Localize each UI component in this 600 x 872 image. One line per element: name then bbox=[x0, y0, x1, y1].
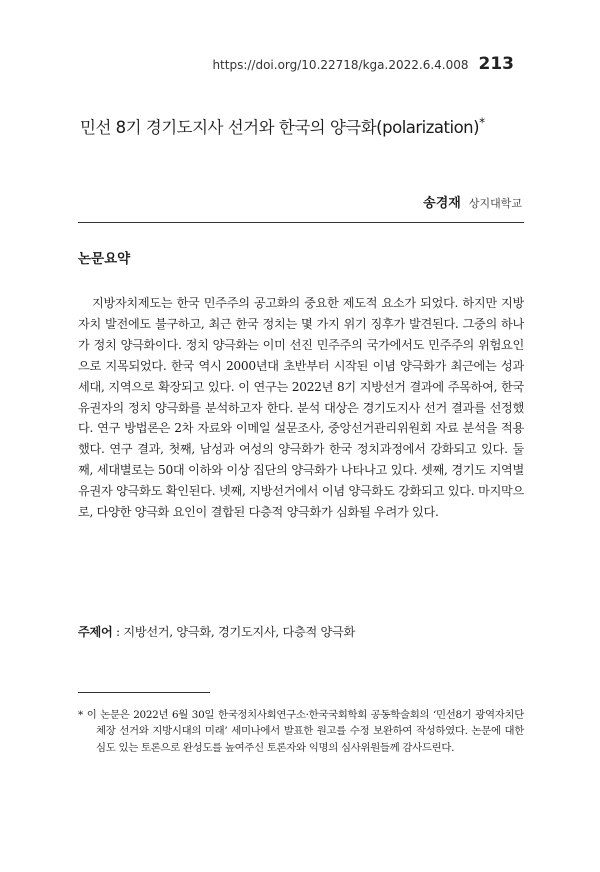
title-divider bbox=[78, 222, 524, 223]
keywords-separator: : bbox=[112, 625, 124, 639]
footnote bbox=[78, 707, 524, 756]
keywords-label: 주제어 bbox=[78, 625, 113, 639]
author-block bbox=[423, 192, 522, 211]
abstract-body: 지방자치제도는 한국 민주주의 공고화의 중요한 제도적 요소가 되었다. 하지만 지방자치 발전에도 불구하고, 최근 한국 정치는 몇 가지 위기 징후가 발견된다. 그중의 하나가 정치 양극화이다. 정치 양극화는 이미 선진 민주주의 국가에서도 민주주의 위험요인으로 지목되었다. 한국 역시 2000년대 초반부터 시작된 이념 양극화가 최근에는 성과 세대, 지역으로 확장되고 있다. 이 연구는 2022년 8기 지방선거 결과에 주목하여, 한국 유권자의 정치 양극화를 분석하고자 한다. 분석 대상은 경기도지사 선거 결과를 선정했다. 연구 방법론은 2차 자료와 이메일 설문조사, 중앙선거관리위원회 자료 분석을 적용했다. 연구 결과, 첫째, 남성과 여성의 양극화가 한국 정치과정에서 강화되고 있다. 둘째, 세대별로는 50대 이하와 이상 집단의 양극화가 나타나고 있다. 셋째, 경기도 지역별 유권자 양극화도 확인된다. 넷째, 지방선거에서 이념 양극화도 강화되고 있다. 마지막으로, 다양한 양극화 요인이 결합된 다층적 양극화가 심화될 우려가 있다. bbox=[78, 296, 524, 520]
keywords-text: 지방선거, 양극화, 경기도지사, 다층적 양극화 bbox=[123, 625, 355, 639]
paper-title bbox=[80, 114, 540, 138]
footnote-text: 이 논문은 2022년 6월 30일 한국정치사회연구소·한국국회학회 공동학술회의 ‘민선8기 광역자치단체장 선거와 지방시대의 미래’ 세미나에서 발표한 원고를 수정 보완하여 작성하였다. 논문에 대한 심도 있는 토론으로 완성도를 높여주신 토론자와 익명의 심사위원들께 감사드린다. bbox=[86, 709, 524, 754]
paper-title-text: 민선 8기 경기도지사 선거와 한국의 양극화(polarization) bbox=[80, 118, 480, 137]
keywords-line bbox=[78, 623, 524, 640]
abstract-heading: 논문요약 bbox=[78, 251, 131, 267]
author-name: 송경재 bbox=[423, 196, 461, 211]
footnote-divider bbox=[78, 692, 210, 693]
doi-link[interactable]: https://doi.org/10.22718/kga.2022.6.4.008 bbox=[212, 58, 469, 72]
page-number: 213 bbox=[478, 54, 514, 74]
author-affiliation: 상지대학교 bbox=[468, 197, 522, 210]
footnote-mark: * bbox=[78, 709, 83, 721]
title-footnote-mark: * bbox=[479, 115, 485, 130]
running-header bbox=[212, 54, 514, 74]
